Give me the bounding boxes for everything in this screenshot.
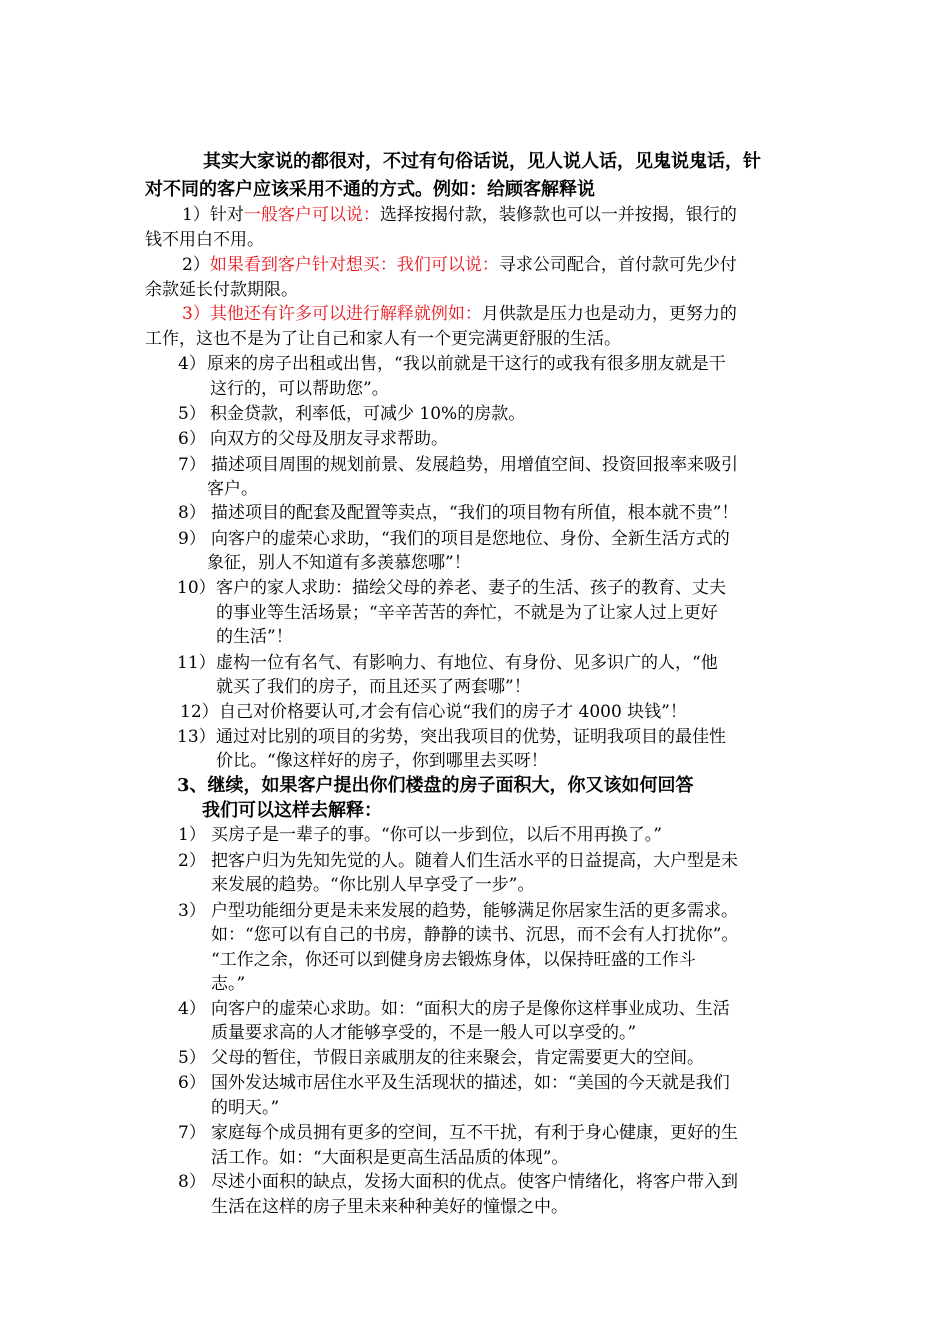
- list2-item-3-line-2: 如：“您可以有自己的书房，静静的读书、沉思，而不会有人打扰你”。: [211, 925, 739, 945]
- point-1-line-2: 钱不用白不用。: [145, 230, 264, 250]
- list1-item-9-line-2: 象征，别人不知道有多羡慕您哪”！: [207, 553, 471, 573]
- list1-item-4-num: 4）: [178, 354, 206, 374]
- list2-item-4-line-1: 向客户的虚荣心求助。如：“面积大的房子是像你这样事业成功、生活: [211, 999, 730, 1019]
- list1-item-12-num: 12）: [180, 702, 219, 722]
- list2-item-8-line-2: 生活在这样的房子里未来种种美好的憧憬之中。: [211, 1197, 568, 1217]
- list2-item-8-num: 8）: [178, 1172, 206, 1192]
- point-1-prefix: 1）针对: [182, 205, 244, 225]
- list2-item-3-num: 3）: [178, 901, 206, 921]
- list1-item-6-line-1: 向双方的父母及朋友寻求帮助。: [210, 429, 448, 449]
- list1-item-5-line-1: 积金贷款，利率低，可减少 10%的房款。: [210, 404, 526, 424]
- point-1-text: 选择按揭付款，装修款也可以一并按揭，银行的: [379, 205, 737, 225]
- section-3-title: 3、继续，如果客户提出你们楼盘的房子面积大，你又该如何回答: [177, 775, 694, 796]
- point-3-line-2: 工作，这也不是为了让自己和家人有一个更完满更舒服的生活。: [145, 329, 621, 349]
- list2-item-6-line-1: 国外发达城市居住水平及生活现状的描述，如：“美国的今天就是我们: [211, 1073, 730, 1093]
- list1-item-7-line-1: 描述项目周围的规划前景、发展趋势，用增值空间、投资回报率来吸引: [211, 455, 738, 475]
- list1-item-8-line-1: 描述项目的配套及配置等卖点，“我们的项目物有所值，根本就不贵”！: [211, 503, 739, 523]
- list2-item-4-num: 4）: [178, 999, 206, 1019]
- list1-item-13-line-2: 价比。“像这样好的房子，你到哪里去买呀！: [216, 751, 548, 771]
- list2-item-3-line-4: 志。”: [211, 974, 246, 994]
- list2-item-6-num: 6）: [178, 1073, 206, 1093]
- intro-line-1: 其实大家说的都很对，不过有句俗话说，见人说人话，见鬼说鬼话，针: [203, 151, 761, 172]
- list2-item-3-line-1: 户型功能细分更是未来发展的趋势，能够满足你居家生活的更多需求。: [211, 901, 738, 921]
- intro-line-2: 对不同的客户应该采用不通的方式。例如：给顾客解释说: [145, 179, 595, 200]
- list2-item-7-num: 7）: [178, 1123, 206, 1143]
- section-3-subtitle: 我们可以这样去解释：: [202, 800, 382, 821]
- list1-item-10-line-3: 的生活”！: [216, 627, 293, 647]
- list1-item-4-line-2: 这行的，可以帮助您”。: [210, 379, 389, 399]
- list1-item-6-num: 6）: [178, 429, 206, 449]
- list1-item-7-num: 7）: [178, 455, 206, 475]
- list1-item-7-line-2: 客户。: [207, 479, 258, 499]
- list1-item-8-num: 8）: [178, 503, 206, 523]
- list2-item-2-line-1: 把客户归为先知先觉的人。随着人们生活水平的日益提高，大户型是未: [211, 851, 738, 871]
- list1-item-12-line-1: 自己对价格要认可,才会有信心说“我们的房子才 4000 块钱”！: [219, 702, 687, 722]
- list1-item-9-num: 9）: [178, 529, 206, 549]
- list1-item-11-line-1: 虚构一位有名气、有影响力、有地位、有身份、见多识广的人，“他: [216, 653, 718, 673]
- point-1-line-1: [182, 203, 737, 227]
- list2-item-6-line-2: 的明天。”: [211, 1098, 280, 1118]
- list1-item-9-line-1: 向客户的虚荣心求助，“我们的项目是您地位、身份、全新生活方式的: [211, 529, 730, 549]
- list2-item-1-num: 1）: [178, 825, 206, 845]
- point-2-line-1: [182, 253, 737, 277]
- list2-item-5-num: 5）: [178, 1048, 206, 1068]
- list1-item-10-line-2: 的事业等生活场景；“辛辛苦苦的奔忙，不就是为了让家人过上更好: [216, 603, 718, 623]
- list2-item-4-line-2: 质量要求高的人才能够享受的，不是一般人可以享受的。”: [211, 1023, 637, 1043]
- list1-item-10-num: 10）: [177, 578, 216, 598]
- list1-item-13-num: 13）: [177, 727, 216, 747]
- list1-item-5-num: 5）: [178, 404, 206, 424]
- list2-item-2-line-2: 来发展的趋势。“你比别人早享受了一步”。: [211, 875, 535, 895]
- list2-item-7-line-2: 活工作。如：“大面积是更高生活品质的体现”。: [211, 1148, 569, 1168]
- list2-item-5-line-1: 父母的暂住，节假日亲戚朋友的往来聚会，肯定需要更大的空间。: [211, 1048, 704, 1068]
- list2-item-1-line-1: 买房子是一辈子的事。“你可以一步到位，以后不用再换了。”: [211, 825, 662, 845]
- point-1-highlight: 一般客户可以说：: [243, 205, 380, 225]
- list1-item-10-line-1: 客户的家人求助：描绘父母的养老、妻子的生活、孩子的教育、丈夫: [216, 578, 726, 598]
- point-3-line-1: [182, 302, 737, 326]
- list1-item-13-line-1: 通过对比别的项目的劣势，突出我项目的优势，证明我项目的最佳性: [216, 727, 726, 747]
- list1-item-11-line-2: 就买了我们的房子，而且还买了两套哪”！: [216, 677, 531, 697]
- list1-item-4-line-1: 原来的房子出租或出售，“我以前就是干这行的或我有很多朋友就是干: [207, 354, 726, 374]
- point-2-line-2: 余款延长付款期限。: [145, 280, 298, 300]
- point-3-text: 月供款是压力也是动力，更努力的: [481, 304, 737, 324]
- point-2-highlight: 如果看到客户针对想买：我们可以说：: [209, 255, 499, 275]
- point-3-highlight: 3）其他还有许多可以进行解释就例如：: [182, 304, 482, 324]
- list2-item-7-line-1: 家庭每个成员拥有更多的空间，互不干扰，有利于身心健康，更好的生: [211, 1123, 738, 1143]
- point-2-prefix: 2）: [182, 255, 210, 275]
- list2-item-2-num: 2）: [178, 851, 206, 871]
- list1-item-11-num: 11）: [177, 653, 216, 673]
- point-2-text: 寻求公司配合，首付款可先少付: [498, 255, 737, 275]
- list2-item-3-line-3: “工作之余，你还可以到健身房去锻炼身体，以保持旺盛的工作斗: [211, 950, 696, 970]
- list2-item-8-line-1: 尽述小面积的缺点，发扬大面积的优点。使客户情绪化，将客户带入到: [211, 1172, 738, 1192]
